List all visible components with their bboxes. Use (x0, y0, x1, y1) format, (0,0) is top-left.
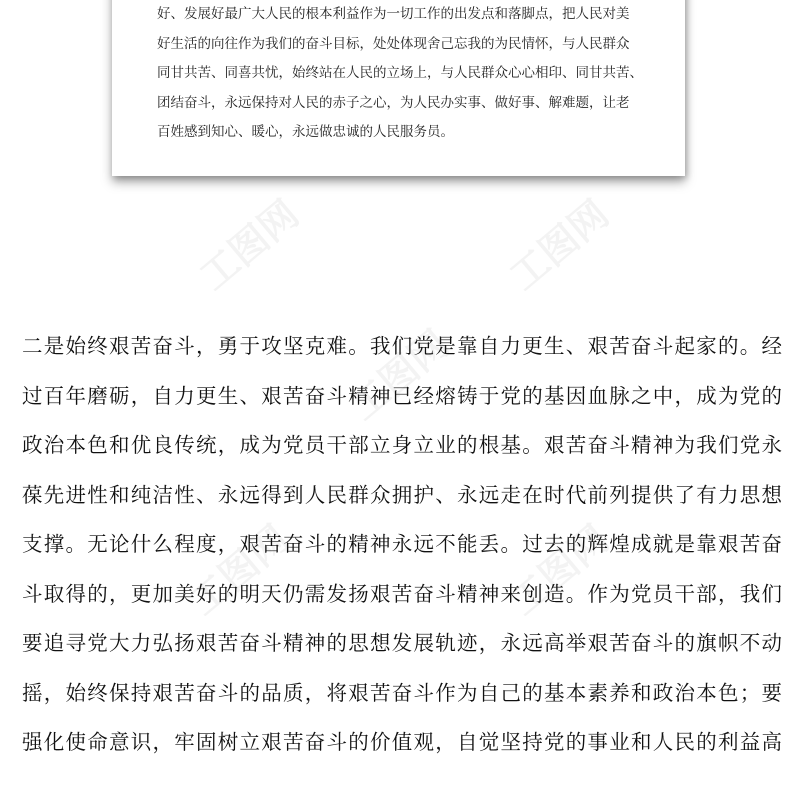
paragraph-line: 葆先进性和纯洁性、永远得到人民群众拥护、永远走在时代前列提供了有力思想 (22, 482, 782, 507)
paragraph-line: 过百年磨砺，自力更生、艰苦奋斗精神已经熔铸于党的基因血脉之中，成为党的 (22, 383, 782, 408)
card-line: 同甘共苦、同喜共忧，始终站在人民的立场上，与人民群众心心相印、同甘共苦、 (157, 65, 643, 81)
watermark: 工图网 (181, 516, 298, 624)
quote-card (112, 0, 685, 176)
watermark: 工图网 (501, 191, 618, 299)
body-paragraph (22, 322, 782, 768)
paragraph-line: 斗取得的，更加美好的明天仍需发扬艰苦奋斗精神来创造。作为党员干部，我们 (22, 581, 782, 606)
paragraph-line: 要追寻党大力弘扬艰苦奋斗精神的思想发展轨迹，永远高举艰苦奋斗的旗帜不动 (22, 631, 782, 655)
watermark: 工图网 (341, 321, 458, 429)
card-line: 好生活的向往作为我们的奋斗目标，处处体现舍己忘我的为民情怀，与人民群众 (157, 35, 630, 52)
paragraph-line: 摇，始终保持艰苦奋斗的品质，将艰苦奋斗作为自己的基本素养和政治本色；要 (22, 680, 782, 705)
watermark: 工图网 (501, 516, 618, 624)
watermark: 工图网 (191, 191, 308, 299)
paragraph-line: 二是始终艰苦奋斗，勇于攻坚克难。我们党是靠自力更生、艰苦奋斗起家的。经 (22, 334, 782, 358)
paragraph-line: 强化使命意识，牢固树立艰苦奋斗的价值观，自觉坚持党的事业和人民的利益高 (22, 730, 782, 754)
card-line: 团结奋斗，永远保持对人民的赤子之心，为人民办实事、做好事、解难题，让老 (157, 94, 630, 111)
paragraph-line: 政治本色和优良传统，成为党员干部立身立业的根基。艰苦奋斗精神为我们党永 (22, 433, 782, 457)
card-line: 百姓感到知心、暖心，永远做忠诚的人民服务员。 (157, 124, 454, 140)
card-line: 好、发展好最广大人民的根本利益作为一切工作的出发点和落脚点，把人民对美 (157, 6, 630, 22)
quote-card-text (157, 0, 677, 148)
paragraph-line: 支撑。无论什么程度，艰苦奋斗的精神永远不能丢。过去的辉煌成就是靠艰苦奋 (22, 532, 782, 556)
